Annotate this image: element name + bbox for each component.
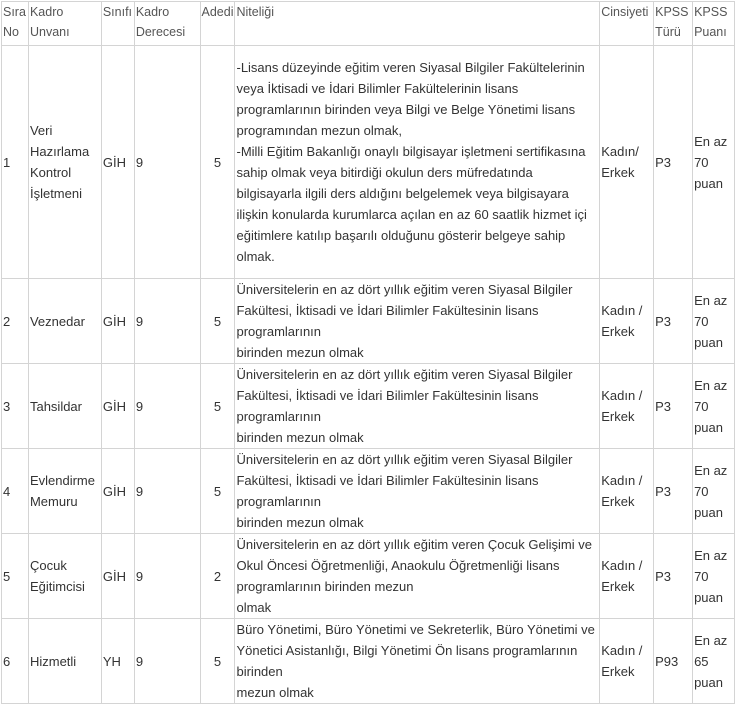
cell-sinifi-text: YH bbox=[102, 653, 121, 669]
cell-kpss-puani-text: En az 70 puan bbox=[694, 377, 728, 435]
cell-sira-no-text: 2 bbox=[3, 313, 11, 329]
cell-niteligi bbox=[235, 619, 600, 704]
table-row bbox=[2, 534, 735, 619]
cell-kadro-unvani-text: Çocuk Eğitimcisi bbox=[29, 558, 85, 594]
cell-kpss-puani bbox=[693, 449, 735, 534]
cell-cinsiyeti bbox=[600, 534, 654, 619]
cell-niteligi bbox=[235, 449, 600, 534]
cell-adedi-text: 5 bbox=[213, 483, 222, 499]
cell-cinsiyeti-text: Kadın / Erkek bbox=[601, 558, 643, 594]
cell-kpss-turu-text: P3 bbox=[655, 313, 672, 329]
cell-kpss-puani-text: En az 70 puan bbox=[694, 547, 728, 605]
header-sinifi: Sınıfı bbox=[101, 2, 134, 46]
cell-cinsiyeti bbox=[600, 46, 654, 279]
cell-niteligi-text: Üniversitelerin en az dört yıllık eğitim veren Çocuk Gelişimi ve Okul Öncesi Öğretmenliği, Anaokulu Öğretmenliği lisans programlarının birinden mezun olmak bbox=[236, 537, 592, 615]
header-cinsiyeti: Cinsiyeti bbox=[600, 2, 654, 46]
cell-niteligi-text: -Lisans düzeyinde eğitim veren Siyasal Bilgiler Fakültelerinin veya İktisadi ve İdari Bilimler Fakültelerinin lisans programlarının birinden veya Bilgi ve Belge Yönetimi lisans programından mezun olmak, -Milli Eğitim Bakanlığı onaylı bilgisayar işletmeni sertifikasına sahip olmak veya bitirdiği okulun ders müfredatında bilgisayarla ilgili ders aldığını belgelemek veya bilgisayara ilişkin konularda kurumlarca açılan en az 60 saatlik hizmet içi eğitimlere katılıp başarılı olduğunu gösterir belgeye sahip olmak. bbox=[236, 60, 587, 264]
cell-cinsiyeti-text: Kadın/ Erkek bbox=[601, 144, 639, 180]
cell-kadro-unvani bbox=[28, 279, 101, 364]
cell-adedi-text: 2 bbox=[213, 568, 222, 584]
cell-cinsiyeti-text: Kadın / Erkek bbox=[601, 388, 643, 424]
cell-kadro-unvani bbox=[28, 449, 101, 534]
cell-kpss-turu-text: P93 bbox=[655, 653, 679, 669]
cell-sinifi bbox=[101, 46, 134, 279]
cell-kpss-turu-text: P3 bbox=[655, 154, 672, 170]
cell-sinifi-text: GİH bbox=[102, 313, 126, 329]
cell-niteligi-text: Üniversitelerin en az dört yıllık eğitim veren Siyasal Bilgiler Fakültesi, İktisadi ve İdari Bilimler Fakültesinin lisans programlarının birinden mezun olmak bbox=[236, 282, 573, 360]
header-kadro-derecesi: Kadro Derecesi bbox=[134, 2, 200, 46]
cell-sinifi bbox=[101, 449, 134, 534]
cell-kadro-derecesi-text: 9 bbox=[135, 483, 144, 499]
cell-kpss-puani bbox=[693, 619, 735, 704]
header-kadro-unvani: Kadro Unvanı bbox=[28, 2, 101, 46]
cell-sinifi-text: GİH bbox=[102, 568, 126, 584]
table-row bbox=[2, 364, 735, 449]
cell-sira-no-text: 4 bbox=[3, 483, 11, 499]
cell-adedi bbox=[200, 534, 235, 619]
header-kpss-puani: KPSS Puanı bbox=[693, 2, 735, 46]
cell-sira-no bbox=[2, 619, 29, 704]
table-row bbox=[2, 46, 735, 279]
cell-kpss-puani-text: En az 70 puan bbox=[694, 462, 728, 520]
cell-sinifi-text: GİH bbox=[102, 154, 126, 170]
cell-cinsiyeti bbox=[600, 279, 654, 364]
cell-adedi bbox=[200, 449, 235, 534]
cell-adedi bbox=[200, 46, 235, 279]
cell-kpss-turu bbox=[654, 619, 693, 704]
cell-sinifi-text: GİH bbox=[102, 398, 126, 414]
header-row bbox=[2, 2, 735, 46]
cell-kadro-derecesi bbox=[134, 279, 200, 364]
cell-kadro-derecesi bbox=[134, 619, 200, 704]
table-body bbox=[2, 2, 735, 704]
cell-kpss-puani-text: En az 70 puan bbox=[694, 133, 728, 191]
cell-kpss-turu bbox=[654, 364, 693, 449]
cell-kadro-unvani bbox=[28, 619, 101, 704]
cell-niteligi-text: Üniversitelerin en az dört yıllık eğitim veren Siyasal Bilgiler Fakültesi, İktisadi ve İdari Bilimler Fakültesinin lisans programlarının birinden mezun olmak bbox=[236, 367, 573, 445]
cell-kpss-puani-text: En az 65 puan bbox=[694, 632, 728, 690]
cell-sira-no bbox=[2, 279, 29, 364]
cell-niteligi-text: Büro Yönetimi, Büro Yönetimi ve Sekreterlik, Büro Yönetimi ve Yönetici Asistanlığı, Bilgi Yönetimi Ön lisans programlarının birinden mezun olmak bbox=[236, 622, 595, 700]
cell-adedi bbox=[200, 279, 235, 364]
cell-kpss-puani bbox=[693, 364, 735, 449]
cell-kadro-derecesi bbox=[134, 534, 200, 619]
cell-cinsiyeti-text: Kadın / Erkek bbox=[601, 473, 643, 509]
cell-adedi-text: 5 bbox=[213, 398, 222, 414]
cell-kadro-derecesi bbox=[134, 449, 200, 534]
cell-kpss-turu-text: P3 bbox=[655, 398, 672, 414]
cell-kadro-derecesi-text: 9 bbox=[135, 653, 144, 669]
cell-kpss-turu bbox=[654, 534, 693, 619]
cell-kpss-turu bbox=[654, 46, 693, 279]
header-niteligi: Niteliği bbox=[235, 2, 600, 46]
cell-sira-no bbox=[2, 46, 29, 279]
cell-kadro-derecesi-text: 9 bbox=[135, 568, 144, 584]
cell-kadro-unvani-text: Veri Hazırlama Kontrol İşletmeni bbox=[29, 123, 90, 201]
cell-kadro-derecesi bbox=[134, 46, 200, 279]
cell-cinsiyeti bbox=[600, 619, 654, 704]
cell-sinifi-text: GİH bbox=[102, 483, 126, 499]
table-row bbox=[2, 279, 735, 364]
cell-kpss-puani bbox=[693, 534, 735, 619]
cell-adedi-text: 5 bbox=[213, 313, 222, 329]
cell-niteligi bbox=[235, 279, 600, 364]
cell-kadro-unvani-text: Hizmetli bbox=[29, 653, 77, 669]
cell-adedi-text: 5 bbox=[213, 154, 222, 170]
table-row bbox=[2, 619, 735, 704]
cell-kadro-unvani-text: Veznedar bbox=[29, 313, 85, 329]
cell-niteligi-text: Üniversitelerin en az dört yıllık eğitim veren Siyasal Bilgiler Fakültesi, İktisadi ve İdari Bilimler Fakültesinin lisans programlarının birinden mezun olmak bbox=[236, 452, 573, 530]
cell-kpss-puani bbox=[693, 46, 735, 279]
cell-kadro-derecesi-text: 9 bbox=[135, 154, 144, 170]
cell-sira-no-text: 6 bbox=[3, 653, 11, 669]
cell-kadro-derecesi-text: 9 bbox=[135, 313, 144, 329]
cell-sira-no bbox=[2, 364, 29, 449]
cell-sira-no-text: 1 bbox=[3, 154, 11, 170]
header-adedi: Adedi bbox=[200, 2, 235, 46]
cell-kpss-turu bbox=[654, 279, 693, 364]
cell-sira-no-text: 5 bbox=[3, 568, 11, 584]
cell-kadro-unvani bbox=[28, 364, 101, 449]
table-row bbox=[2, 449, 735, 534]
cell-adedi bbox=[200, 364, 235, 449]
cell-kadro-unvani bbox=[28, 534, 101, 619]
cell-sinifi bbox=[101, 279, 134, 364]
cell-kpss-puani-text: En az 70 puan bbox=[694, 292, 728, 350]
cell-sinifi bbox=[101, 364, 134, 449]
cell-kadro-derecesi-text: 9 bbox=[135, 398, 144, 414]
cell-niteligi bbox=[235, 46, 600, 279]
cell-kpss-puani bbox=[693, 279, 735, 364]
cell-kpss-turu-text: P3 bbox=[655, 483, 672, 499]
positions-table bbox=[1, 1, 735, 704]
cell-cinsiyeti bbox=[600, 449, 654, 534]
cell-sinifi bbox=[101, 534, 134, 619]
cell-kadro-unvani-text: Tahsildar bbox=[29, 398, 82, 414]
cell-cinsiyeti-text: Kadın / Erkek bbox=[601, 643, 643, 679]
cell-cinsiyeti-text: Kadın / Erkek bbox=[601, 303, 643, 339]
cell-adedi-text: 5 bbox=[213, 653, 222, 669]
cell-sira-no bbox=[2, 534, 29, 619]
cell-cinsiyeti bbox=[600, 364, 654, 449]
cell-kadro-unvani-text: Evlendirme Memuru bbox=[29, 473, 95, 509]
cell-sira-no bbox=[2, 449, 29, 534]
cell-kpss-turu bbox=[654, 449, 693, 534]
cell-kpss-turu-text: P3 bbox=[655, 568, 672, 584]
cell-niteligi bbox=[235, 534, 600, 619]
cell-sinifi bbox=[101, 619, 134, 704]
cell-kadro-derecesi bbox=[134, 364, 200, 449]
cell-kadro-unvani bbox=[28, 46, 101, 279]
header-sira-no: Sıra No bbox=[2, 2, 29, 46]
cell-adedi bbox=[200, 619, 235, 704]
cell-niteligi bbox=[235, 364, 600, 449]
header-kpss-turu: KPSS Türü bbox=[654, 2, 693, 46]
cell-sira-no-text: 3 bbox=[3, 398, 11, 414]
